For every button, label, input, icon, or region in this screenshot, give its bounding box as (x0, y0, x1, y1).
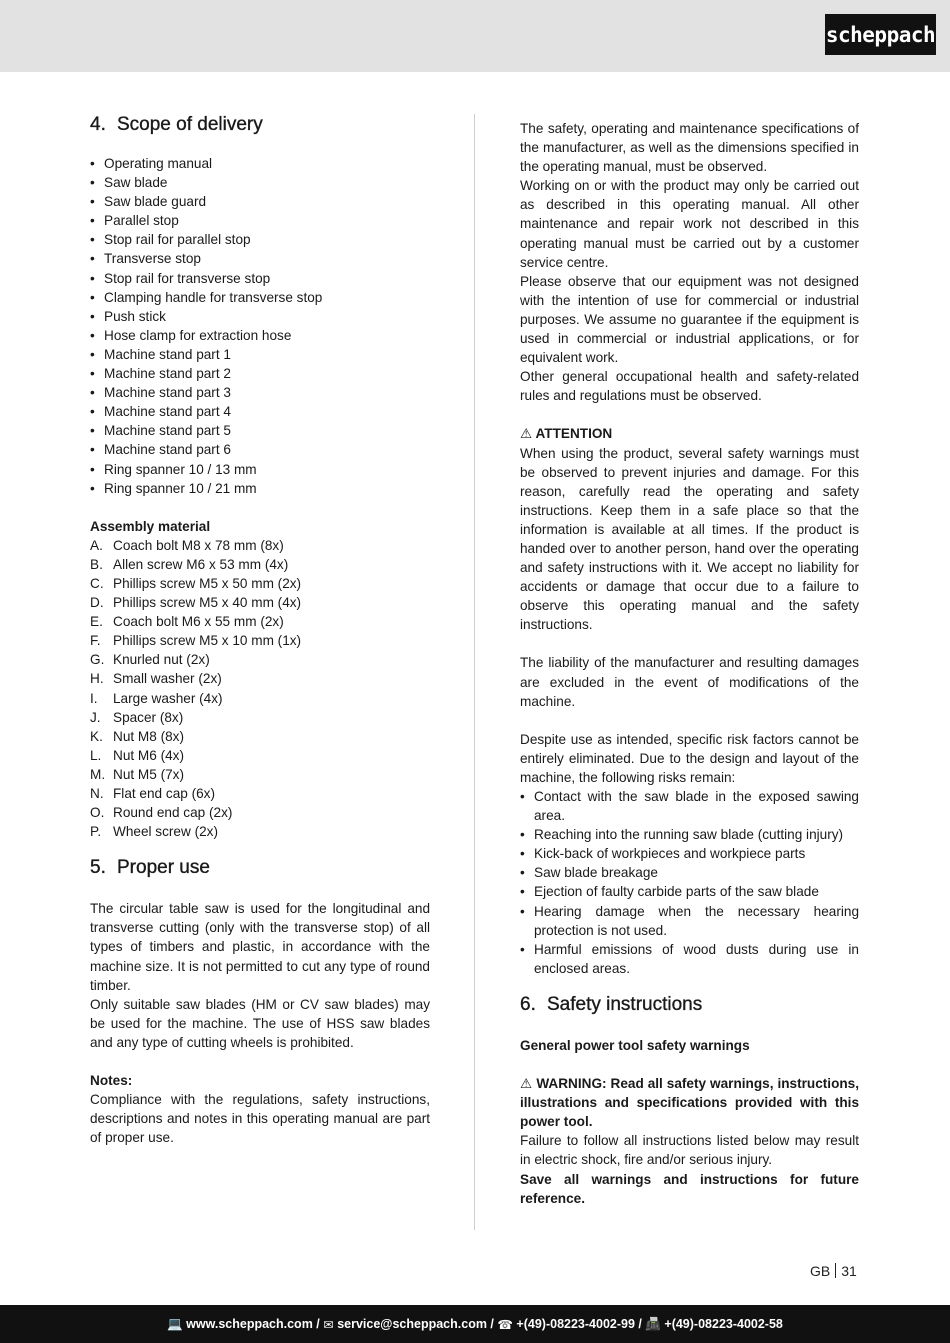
item-text: Nut M8 (8x) (113, 728, 185, 744)
notes-heading: Notes: (90, 1073, 133, 1089)
list-item (90, 555, 430, 574)
footer-web[interactable]: www.scheppach.com (186, 1317, 313, 1331)
list-item (90, 822, 430, 841)
attention-text: When using the product, several safety warnings must be observed to prevent injuries and damage. For this reason, carefully read the operating and safety instructions. Keep them in a safe place so that the information is available at all times. If the product is handed over to another person, hand over the operating and safety instructions with it. We accept no liability for accidents or damage that occur due to a failure to observe this operating manual and the safety instructions. (520, 445, 859, 633)
item-letter: P. (90, 824, 102, 840)
list-item (90, 784, 430, 803)
list-item: • Transverse stop (90, 249, 430, 268)
warning-triangle-icon: ⚠ (520, 1076, 533, 1092)
header-band (0, 0, 950, 72)
list-item (90, 765, 430, 784)
warning-triangle-icon: ⚠ (520, 426, 533, 442)
page-number-value: 31 (841, 1263, 857, 1279)
item-text: Nut M6 (4x) (113, 747, 185, 763)
scope-list (90, 154, 430, 498)
list-item (90, 574, 430, 593)
commercial-paragraph: Please observe that our equipment was not designed with the intention of use for commercial or industrial purposes. We assume no guarantee if the equipment is used in commercial or industrial applications, or for equivalent work. (520, 273, 859, 366)
fax-icon: 📠 (645, 1316, 665, 1331)
item-text: Allen screw M6 x 53 mm (4x) (113, 556, 289, 572)
page-number-separator (835, 1263, 836, 1278)
attention-heading: ⚠ ATTENTION (520, 426, 613, 442)
work-paragraph: Working on or with the product may only be carried out as described in this operating manual. All other maintenance and repair work not described in this operating manual must be carried out by a customer service centre. (520, 178, 859, 270)
item-letter: M. (90, 766, 106, 782)
mail-icon: ✉ (323, 1317, 338, 1332)
list-item: • Stop rail for parallel stop (90, 230, 430, 249)
footer-phone: +(49)-08223-4002-99 (516, 1317, 635, 1331)
item-text: Small washer (2x) (113, 671, 222, 687)
footer-bar: 💻 www.scheppach.com / ✉ service@scheppach.com / ☎ +(49)-08223-4002-99 / 📠 +(49)-08223-4002-58 (0, 1305, 950, 1343)
item-letter: D. (90, 595, 104, 611)
item-text: Coach bolt M6 x 55 mm (2x) (113, 614, 284, 630)
list-item (90, 650, 430, 669)
notes-text: Compliance with the regulations, safety instructions, descriptions and notes in this operating manual are part of proper use. (90, 1092, 430, 1146)
list-item: • Machine stand part 3 (90, 383, 430, 402)
item-text: Phillips screw M5 x 50 mm (2x) (113, 575, 302, 591)
item-letter: O. (90, 805, 105, 821)
power-tool-warnings-heading: General power tool safety warnings (520, 1037, 750, 1053)
list-item (90, 612, 430, 631)
page-number (810, 1263, 857, 1279)
list-item (90, 708, 430, 727)
item-letter: C. (90, 575, 104, 591)
item-letter: N. (90, 786, 104, 801)
brand-logo (825, 14, 936, 55)
item-letter: E. (90, 614, 103, 630)
footer-email[interactable]: service@scheppach.com (337, 1317, 487, 1331)
list-item (90, 669, 430, 688)
item-letter: F. (90, 633, 101, 649)
item-text: Flat end cap (6x) (113, 786, 215, 801)
item-letter: H. (90, 671, 104, 687)
computer-icon: 💻 (167, 1316, 187, 1331)
list-item (90, 803, 430, 822)
assembly-heading: Assembly material (90, 518, 211, 534)
item-letter: J. (90, 709, 101, 725)
save-text: Save all warnings and instructions for future reference. (520, 1171, 859, 1206)
list-item: • Push stick (90, 307, 430, 326)
list-item: • Parallel stop (90, 211, 430, 230)
footer-fax: +(49)-08223-4002-58 (664, 1317, 783, 1331)
item-text: Nut M5 (7x) (113, 766, 185, 782)
list-item: • Machine stand part 4 (90, 402, 430, 421)
item-text: Knurled nut (2x) (113, 652, 210, 668)
list-item: • Hearing damage when the necessary hearing protection is not used. (520, 902, 859, 940)
section-title-safety: 6. Safety instructions (520, 993, 703, 1015)
list-item (90, 746, 430, 765)
list-item: • Saw blade (90, 173, 430, 192)
rules-paragraph: Other general occupational health and safety-related rules and regulations must be observed. (520, 369, 859, 404)
list-item: • Machine stand part 5 (90, 421, 430, 440)
failure-text: Failure to follow all instructions listed below may result in electric shock, fire and/or serious injury. (520, 1133, 859, 1168)
item-letter: K. (90, 728, 103, 744)
phone-icon: ☎ (497, 1317, 517, 1332)
section-title-proper-use: 5. Proper use (90, 857, 210, 879)
item-text: Coach bolt M8 x 78 mm (8x) (113, 537, 284, 553)
item-letter: G. (90, 652, 105, 668)
specs-paragraph: The safety, operating and maintenance specifications of the manufacturer, as well as the dimensions specified in the operating manual, must be observed. (520, 121, 859, 175)
list-item (90, 689, 430, 708)
list-item: • Operating manual (90, 154, 430, 173)
list-item: • Saw blade guard (90, 192, 430, 211)
list-item: • Ring spanner 10 / 13 mm (90, 460, 430, 479)
proper-use-paragraph-1: The circular table saw is used for the longitudinal and transverse cutting (only with the transverse stop) of all types of timbers and plastic, in accordance with the machine size. It is not permitted to cut any type of round timber. (90, 901, 430, 993)
list-item: • Kick-back of workpieces and workpiece parts (520, 844, 859, 863)
list-item: • Reaching into the running saw blade (cutting injury) (520, 825, 859, 844)
list-item: • Clamping handle for transverse stop (90, 288, 430, 307)
list-item: • Machine stand part 2 (90, 364, 430, 383)
list-item: • Machine stand part 1 (90, 345, 430, 364)
list-item (90, 593, 430, 612)
list-item: • Ejection of faulty carbide parts of the saw blade (520, 882, 859, 901)
right-column (520, 119, 859, 1208)
section-title-scope: 4. Scope of delivery (90, 114, 263, 135)
risk-list (520, 787, 859, 978)
item-letter: B. (90, 556, 103, 572)
item-text: Round end cap (2x) (113, 805, 233, 821)
item-text: Large washer (4x) (113, 690, 223, 706)
list-item (90, 727, 430, 746)
list-item (90, 631, 430, 650)
list-item: • Machine stand part 6 (90, 440, 430, 459)
list-item: • Hose clamp for extraction hose (90, 326, 430, 345)
list-item: • Harmful emissions of wood dusts during use in enclosed areas. (520, 940, 859, 978)
list-item: • Contact with the saw blade in the exposed sawing area. (520, 787, 859, 825)
item-letter: L. (90, 747, 102, 763)
item-text: Phillips screw M5 x 40 mm (4x) (113, 595, 302, 611)
page-language: GB (810, 1263, 831, 1279)
list-item: • Stop rail for transverse stop (90, 269, 430, 288)
logo-text: scheppach (825, 22, 936, 47)
proper-use-paragraph-2: Only suitable saw blades (HM or CV saw blades) may be used for the machine. The use of HSS saw blades and any type of cutting wheels is prohibited. (90, 996, 430, 1050)
item-text: Spacer (8x) (113, 709, 184, 725)
risks-intro: Despite use as intended, specific risk factors cannot be entirely eliminated. Due to the design and layout of the machine, the following risks remain: (520, 731, 859, 785)
item-letter: I. (90, 690, 98, 706)
list-item (90, 536, 430, 555)
column-divider (474, 114, 475, 1230)
item-text: Phillips screw M5 x 10 mm (1x) (113, 633, 302, 649)
assembly-list (90, 536, 430, 842)
warning-text: ⚠ WARNING: Read all safety warnings, instructions, illustrations and specifications provided with this power tool. (520, 1076, 860, 1130)
list-item: • Saw blade breakage (520, 863, 859, 882)
item-letter: A. (90, 537, 103, 553)
list-item: • Ring spanner 10 / 21 mm (90, 479, 430, 498)
liability-text: The liability of the manufacturer and resulting damages are excluded in the event of modifications of the machine. (520, 655, 859, 709)
left-column (90, 112, 430, 1147)
item-text: Wheel screw (2x) (113, 824, 218, 840)
